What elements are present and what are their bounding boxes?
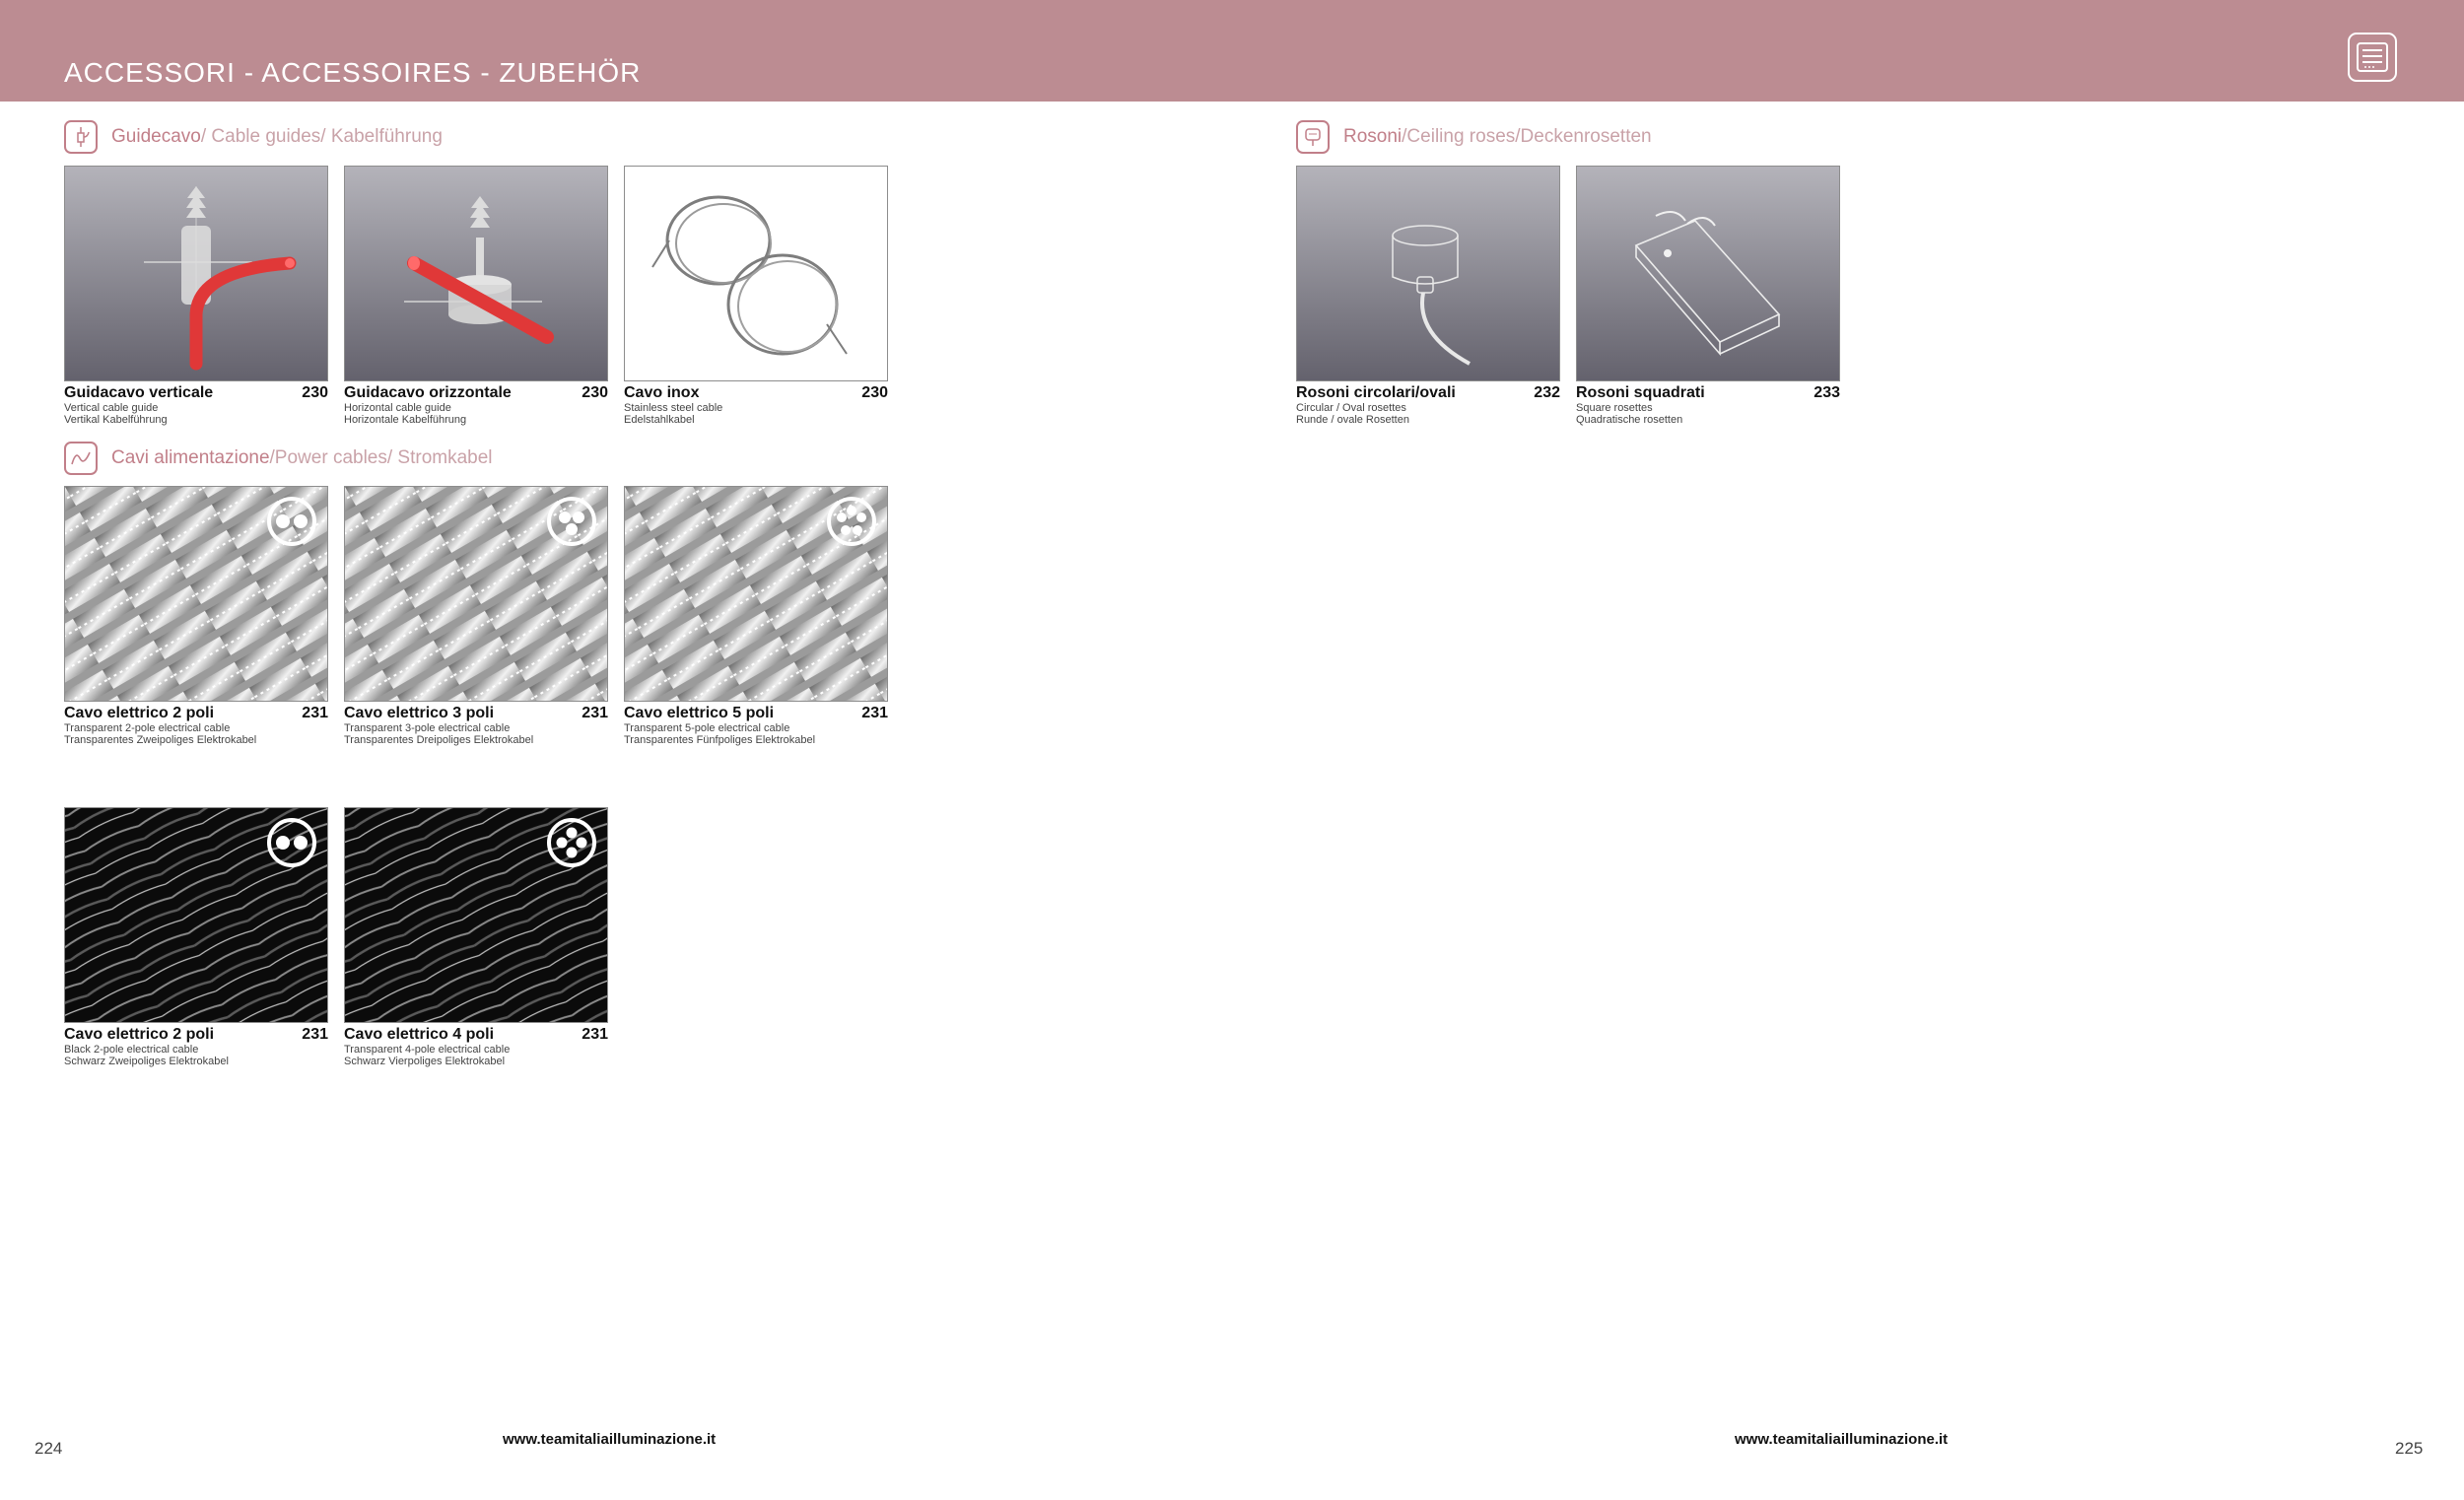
product-image	[624, 486, 888, 702]
section-header-cable-guides	[64, 117, 443, 157]
product-page-number: 233	[1814, 384, 1840, 401]
section-title-strong: Guidecavo	[111, 126, 201, 147]
product-page-number: 231	[582, 1026, 608, 1043]
product-title: Rosoni circolari/ovali	[1296, 384, 1456, 401]
product-subtitle-de: Quadratische rosetten	[1576, 414, 1683, 426]
section-title-light: /Power cables/ Stromkabel	[269, 447, 493, 468]
product-subtitle-en: Horizontal cable guide	[344, 402, 451, 414]
product-page-number: 231	[302, 705, 328, 721]
page-number-right: 225	[2395, 1439, 2424, 1458]
footer-url-left[interactable]: www.teamitaliailluminazione.it	[503, 1431, 717, 1448]
product-subtitle-de: Schwarz Zweipoliges Elektrokabel	[64, 1056, 229, 1067]
product-image	[344, 807, 608, 1023]
product-page-number: 230	[861, 384, 888, 401]
product-image	[64, 166, 328, 381]
section-title-light: /Ceiling roses/Deckenrosetten	[1402, 126, 1652, 147]
section-title-light: / Cable guides/ Kabelführung	[200, 126, 443, 147]
product-title: Cavo elettrico 2 poli	[64, 705, 215, 721]
page-title: ACCESSORI - ACCESSOIRES - ZUBEHÖR	[64, 57, 642, 88]
product-subtitle-en: Stainless steel cable	[624, 402, 723, 414]
product-subtitle-en: Transparent 2-pole electrical cable	[64, 722, 231, 734]
cable-guide-icon	[64, 120, 98, 154]
product-subtitle-de: Transparentes Zweipoliges Elektrokabel	[64, 734, 257, 746]
product-title: Cavo elettrico 3 poli	[344, 705, 495, 721]
section-title-strong: Rosoni	[1343, 126, 1403, 147]
section-title-strong: Cavi alimentazione	[111, 447, 270, 468]
product-page-number: 231	[861, 705, 888, 721]
menu-button[interactable]	[2348, 33, 2397, 82]
product-title: Guidacavo orizzontale	[344, 384, 512, 401]
footer-url-right[interactable]: www.teamitaliailluminazione.it	[1735, 1431, 1949, 1448]
product-image	[64, 807, 328, 1023]
product-subtitle-en: Transparent 4-pole electrical cable	[344, 1044, 511, 1056]
product-subtitle-en: Circular / Oval rosettes	[1296, 402, 1406, 414]
wave-cable-icon	[64, 442, 98, 475]
product-image	[64, 486, 328, 702]
product-title: Guidacavo verticale	[64, 384, 214, 401]
product-subtitle-en: Square rosettes	[1576, 402, 1653, 414]
product-image	[344, 486, 608, 702]
page-number-left: 224	[34, 1439, 63, 1458]
ceiling-rose-icon	[1296, 120, 1330, 154]
product-subtitle-de: Runde / ovale Rosetten	[1296, 414, 1409, 426]
product-title: Cavo inox	[624, 384, 700, 401]
product-subtitle-en: Transparent 5-pole electrical cable	[624, 722, 790, 734]
product-subtitle-en: Black 2-pole electrical cable	[64, 1044, 199, 1056]
page-header	[0, 0, 2464, 102]
product-subtitle-en: Transparent 3-pole electrical cable	[344, 722, 511, 734]
product-subtitle-de: Transparentes Dreipoliges Elektrokabel	[344, 734, 534, 746]
product-title: Cavo elettrico 2 poli	[64, 1026, 215, 1043]
product-title: Cavo elettrico 5 poli	[624, 705, 775, 721]
section-header-ceiling-roses	[1296, 117, 1652, 157]
product-page-number: 231	[302, 1026, 328, 1043]
product-subtitle-de: Schwarz Vierpoliges Elektrokabel	[344, 1056, 506, 1067]
product-image	[624, 166, 888, 381]
product-subtitle-de: Edelstahlkabel	[624, 414, 695, 426]
menu-list-icon	[2356, 40, 2389, 74]
product-title: Cavo elettrico 4 poli	[344, 1026, 495, 1043]
product-image	[1296, 166, 1560, 381]
product-subtitle-de: Vertikal Kabelführung	[64, 414, 168, 426]
product-page-number: 232	[1534, 384, 1560, 401]
product-subtitle-de: Horizontale Kabelführung	[344, 414, 467, 426]
product-image	[344, 166, 608, 381]
product-title: Rosoni squadrati	[1576, 384, 1705, 401]
product-page-number: 231	[582, 705, 608, 721]
product-page-number: 230	[582, 384, 608, 401]
product-subtitle-en: Vertical cable guide	[64, 402, 159, 414]
product-subtitle-de: Transparentes Fünfpoliges Elektrokabel	[624, 734, 816, 746]
product-page-number: 230	[302, 384, 328, 401]
product-image	[1576, 166, 1840, 381]
section-header-power-cables	[64, 439, 493, 478]
